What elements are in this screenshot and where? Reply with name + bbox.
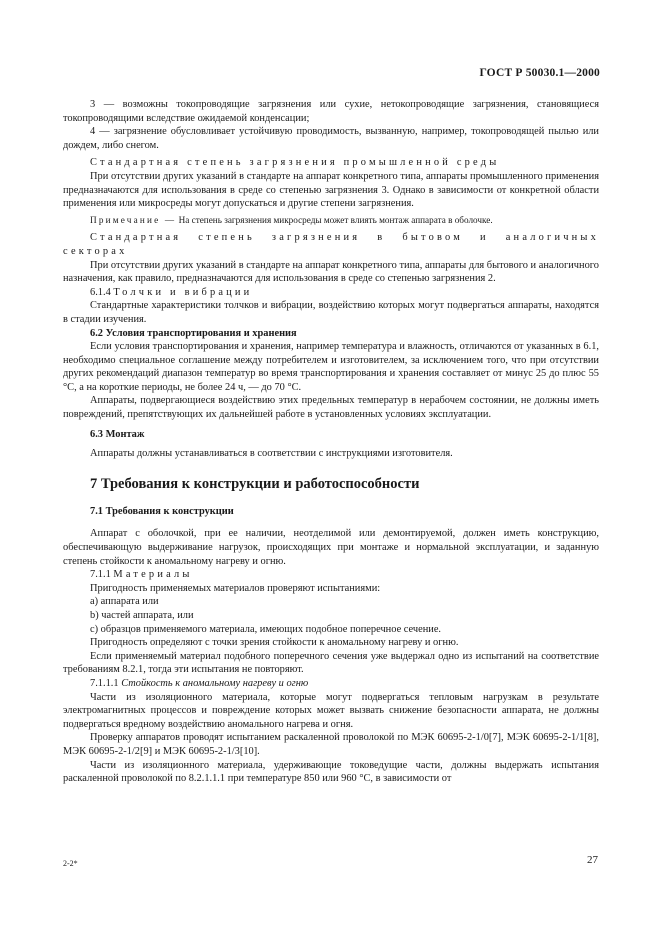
section-7-1-1-1-heading <box>63 677 599 691</box>
list-item-c: c) образцов применяемого материала, имеющих подобное поперечное сечение. <box>90 623 442 635</box>
pollution-degree-4: 4 — загрязнение обусловливает устойчивую проводимость, вызванную, например, токопроводящей пылью или дождем, либо снегом. <box>63 126 599 151</box>
section-6-1-4-heading <box>63 286 599 300</box>
list-item-a: а) аппарата или <box>90 596 159 608</box>
pollution-degree-3: 3 — возможны токопроводящие загрязнения или сухие, нетокопроводящие загрязнения, становящиеся токопроводящими вследствие ожидаемой конденсации; <box>63 99 599 124</box>
suitability-text: Пригодность определяют с точки зрения стойкости к аномальному нагреву и огню. <box>90 637 459 649</box>
section-6-2-heading: 6.2 Условия транспортирования и хранения <box>90 327 297 339</box>
sheet-mark: 2-2* <box>63 859 78 868</box>
section-7-heading: 7 Требования к конструкции и работоспособности <box>90 475 420 492</box>
list-item-b: b) частей аппарата, или <box>90 610 194 621</box>
section-7-1-text: Аппарат с оболочкой, при ее наличии, неотделимой или демонтируемой, должен иметь конструкцию, обеспечивающую выдерживание нагрузок, происходящих при монтаже и нормальной эксплуатации, и заданную степень стойкости к аномальному нагреву и огню. <box>63 528 599 567</box>
section-7-1-1-1-text-3: Части из изоляционного материала, удерживающие токоведущие части, должны выдержать испытания раскаленной проволокой по 8.2.1.1.1 при температуре 850 или 960 °С, в зависимости от <box>63 759 599 785</box>
section-6-3-text: Аппараты должны устанавливаться в соответствии с инструкциями изготовителя. <box>90 448 453 460</box>
note <box>63 214 599 228</box>
note-label: Примечание — <box>90 214 177 225</box>
section-7-1-1-number: 7.1.1 <box>90 569 111 581</box>
section-6-1-4-number: 6.1.4 <box>90 286 111 298</box>
section-7-1-1-1-title: Стойкость к аномальному нагреву и огню <box>121 677 309 689</box>
section-6-2-text-2: Аппараты, подвергающиеся воздействию этих предельных температур в нерабочем состоянии, не должны иметь повреждений, препятствующих их дальнейшей работе в установленных условиях эксплуатации. <box>63 395 599 421</box>
section-6-1-4-title: Толчки и вибрации <box>113 286 253 298</box>
section-7-1-1-1-text-1: Части из изоляционного материала, которые могут подвергаться тепловым нагрузкам в результате электромагнитных процессов и повреждение которых может вызвать снижение безопасности аппарата, не должны подвергаться вредному воздействию аномального нагрева и огня. <box>63 691 599 730</box>
household-pollution-text: При отсутствии других указаний в стандарте на аппарат конкретного типа, аппараты для бытового и аналогичного назначения, как правило, предназначаются для использования в среде со степенью загрязнения 2. <box>63 259 599 285</box>
section-7-1-1-1-number: 7.1.1.1 <box>90 677 119 689</box>
industrial-pollution-text: При отсутствии других указаний в стандарте на аппарат конкретного типа, аппараты промышленного применения предназначаются для использования в среде со степенью загрязнения 3. Однако в зависимости от конкретной области применения или микросреды могут допускаться и другие степени загрязнения. <box>63 170 599 210</box>
section-6-2-text-1: Если условия транспортирования и хранения, например температура и влажность, отличаются от указанных в 6.1, необходимо специальное соглашение между потребителем и изготовителем, за исключением того, что при отсутствии других рекомендаций диапазон температур во время транспортирования и хранения составляет от минус 25 до плюс 55 °С, а на короткие периоды, не более 24 ч, — до 70 °С. <box>63 341 599 393</box>
section-6-1-4-text: Стандартные характеристики толчков и вибрации, воздействию которых могут подвергаться аппараты, находятся в стадии изучения. <box>63 300 599 325</box>
section-7-1-1-heading <box>63 568 599 582</box>
material-retest-text: Если применяемый материал подобного поперечного сечения уже выдержал одно из испытаний на соответствие требованиям 8.2.1, тогда эти испытания не повторяют. <box>63 650 599 676</box>
section-7-1-1-title: Материалы <box>113 569 193 581</box>
section-6-3-heading: 6.3 Монтаж <box>90 428 145 440</box>
section-7-1-1-1-text-2: Проверку аппаратов проводят испытанием раскаленной проволокой по МЭК 60695-2-1/0[7], МЭК 60695-2-1/1[8], МЭК 60695-2-1/2[9] и МЭК 60695-2-1/3[10]. <box>63 732 599 757</box>
page-number: 27 <box>587 854 598 866</box>
note-text: На степень загрязнения микросреды может влиять монтаж аппарата в оболочке. <box>178 214 493 225</box>
document-body <box>63 98 599 786</box>
section-7-1-heading: 7.1 Требования к конструкции <box>90 505 234 517</box>
section-7-1-1-text: Пригодность применяемых материалов проверяют испытаниями: <box>90 582 381 594</box>
industrial-pollution-heading: Стандартная степень загрязнения промышленной среды <box>90 157 500 169</box>
household-pollution-heading: Стандартная степень загрязнения в бытовом и аналогичных секторах <box>63 232 599 257</box>
standard-code-header: ГОСТ Р 50030.1—2000 <box>479 67 600 79</box>
